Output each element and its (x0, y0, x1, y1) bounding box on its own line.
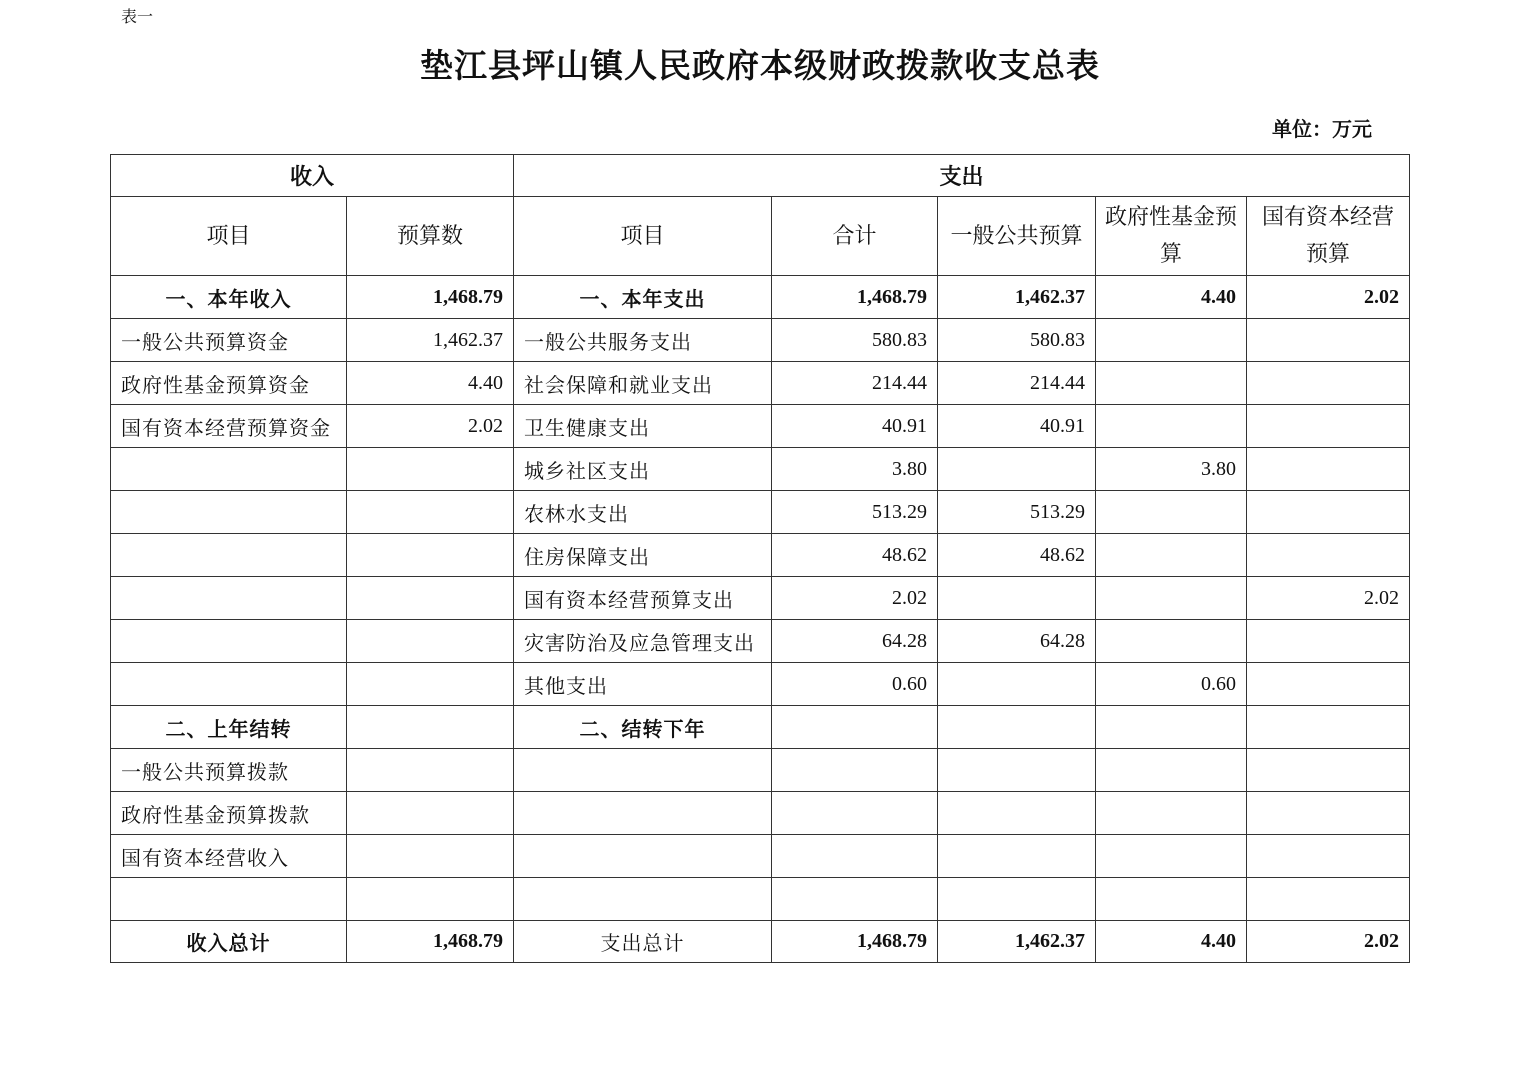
expense-item: 一般公共服务支出 (514, 319, 772, 362)
table-row (111, 878, 1410, 921)
table-tag: 表一 (121, 7, 154, 26)
col-income-budget: 预算数 (347, 197, 514, 276)
income-total-amount: 1,468.79 (347, 921, 514, 963)
expense-general: 513.29 (938, 491, 1096, 534)
group-header-row (111, 155, 1410, 197)
expense-general (938, 749, 1096, 792)
expense-fund (1096, 319, 1247, 362)
expense-state (1247, 835, 1410, 878)
income-amount (347, 706, 514, 749)
expense-fund-total: 4.40 (1096, 921, 1247, 963)
income-amount (347, 620, 514, 663)
expense-total: 48.62 (772, 534, 938, 577)
expense-fund (1096, 405, 1247, 448)
expense-general (938, 878, 1096, 921)
expense-item: 住房保障支出 (514, 534, 772, 577)
expense-item: 二、结转下年 (514, 706, 772, 749)
table-row (111, 276, 1410, 319)
expense-total (772, 835, 938, 878)
expense-item (514, 749, 772, 792)
table-row (111, 319, 1410, 362)
income-item: 一、本年收入 (111, 276, 347, 319)
expense-general (938, 792, 1096, 835)
expense-fund: 0.60 (1096, 663, 1247, 706)
expense-header: 支出 (514, 155, 1410, 197)
table-row (111, 448, 1410, 491)
income-amount (347, 663, 514, 706)
expense-fund: 4.40 (1096, 276, 1247, 319)
income-amount (347, 878, 514, 921)
income-item: 政府性基金预算资金 (111, 362, 347, 405)
expense-general: 1,462.37 (938, 276, 1096, 319)
expense-item: 农林水支出 (514, 491, 772, 534)
income-amount (347, 491, 514, 534)
expense-total (772, 749, 938, 792)
expense-state (1247, 706, 1410, 749)
income-amount: 1,462.37 (347, 319, 514, 362)
expense-state (1247, 620, 1410, 663)
income-item: 二、上年结转 (111, 706, 347, 749)
expense-fund (1096, 878, 1247, 921)
expense-general: 64.28 (938, 620, 1096, 663)
expense-total: 580.83 (772, 319, 938, 362)
expense-fund (1096, 706, 1247, 749)
expense-state (1247, 534, 1410, 577)
expense-fund (1096, 835, 1247, 878)
table-row (111, 749, 1410, 792)
expense-general (938, 577, 1096, 620)
expense-state (1247, 362, 1410, 405)
income-amount: 4.40 (347, 362, 514, 405)
expense-general: 214.44 (938, 362, 1096, 405)
expense-total (772, 792, 938, 835)
income-amount (347, 835, 514, 878)
income-header: 收入 (111, 155, 514, 197)
page-title: 垫江县坪山镇人民政府本级财政拨款收支总表 (420, 46, 1100, 85)
expense-general (938, 706, 1096, 749)
income-total-label: 收入总计 (111, 921, 347, 963)
expense-total: 2.02 (772, 577, 938, 620)
income-item: 国有资本经营收入 (111, 835, 347, 878)
table-row (111, 706, 1410, 749)
expense-state (1247, 491, 1410, 534)
income-item (111, 534, 347, 577)
income-item: 政府性基金预算拨款 (111, 792, 347, 835)
income-amount: 2.02 (347, 405, 514, 448)
expense-item: 灾害防治及应急管理支出 (514, 620, 772, 663)
table-row (111, 620, 1410, 663)
table-row (111, 577, 1410, 620)
expense-item: 卫生健康支出 (514, 405, 772, 448)
income-item (111, 491, 347, 534)
expense-fund (1096, 362, 1247, 405)
income-item (111, 663, 347, 706)
expense-total: 1,468.79 (772, 276, 938, 319)
expense-item (514, 878, 772, 921)
income-amount (347, 577, 514, 620)
expense-grand-total: 1,468.79 (772, 921, 938, 963)
income-item: 一般公共预算资金 (111, 319, 347, 362)
table-row (111, 792, 1410, 835)
totals-row (111, 921, 1410, 963)
expense-general (938, 835, 1096, 878)
table-row (111, 835, 1410, 878)
income-item (111, 448, 347, 491)
expense-state (1247, 448, 1410, 491)
expense-general: 48.62 (938, 534, 1096, 577)
expense-state: 2.02 (1247, 276, 1410, 319)
table-row (111, 491, 1410, 534)
expense-fund (1096, 534, 1247, 577)
expense-state (1247, 878, 1410, 921)
expense-total: 214.44 (772, 362, 938, 405)
col-state: 国有资本经营预算 (1247, 197, 1410, 276)
expense-fund (1096, 577, 1247, 620)
expense-total: 40.91 (772, 405, 938, 448)
expense-state (1247, 663, 1410, 706)
column-header-row (111, 197, 1410, 276)
table-row (111, 405, 1410, 448)
budget-table (110, 154, 1410, 963)
expense-item: 社会保障和就业支出 (514, 362, 772, 405)
expense-state (1247, 792, 1410, 835)
expense-total: 0.60 (772, 663, 938, 706)
income-item (111, 577, 347, 620)
expense-general (938, 448, 1096, 491)
income-amount (347, 534, 514, 577)
expense-state (1247, 405, 1410, 448)
expense-fund (1096, 749, 1247, 792)
unit-label: 单位：万元 (1272, 117, 1372, 141)
col-fund: 政府性基金预算 (1096, 197, 1247, 276)
expense-total: 513.29 (772, 491, 938, 534)
expense-general: 580.83 (938, 319, 1096, 362)
expense-total (772, 878, 938, 921)
expense-total (772, 706, 938, 749)
income-item (111, 878, 347, 921)
expense-fund: 3.80 (1096, 448, 1247, 491)
expense-item: 城乡社区支出 (514, 448, 772, 491)
income-amount: 1,468.79 (347, 276, 514, 319)
income-item (111, 620, 347, 663)
expense-general: 40.91 (938, 405, 1096, 448)
expense-total-label: 支出总计 (514, 921, 772, 963)
table-row (111, 663, 1410, 706)
expense-item: 其他支出 (514, 663, 772, 706)
expense-item (514, 835, 772, 878)
income-amount (347, 448, 514, 491)
income-item: 一般公共预算拨款 (111, 749, 347, 792)
expense-general (938, 663, 1096, 706)
table-row (111, 534, 1410, 577)
income-item: 国有资本经营预算资金 (111, 405, 347, 448)
expense-item: 国有资本经营预算支出 (514, 577, 772, 620)
expense-item (514, 792, 772, 835)
expense-total: 64.28 (772, 620, 938, 663)
expense-fund (1096, 620, 1247, 663)
expense-general-total: 1,462.37 (938, 921, 1096, 963)
income-amount (347, 749, 514, 792)
income-amount (347, 792, 514, 835)
expense-state-total: 2.02 (1247, 921, 1410, 963)
col-total: 合计 (772, 197, 938, 276)
expense-state (1247, 319, 1410, 362)
expense-state (1247, 749, 1410, 792)
expense-item: 一、本年支出 (514, 276, 772, 319)
col-general: 一般公共预算 (938, 197, 1096, 276)
col-expense-item: 项目 (514, 197, 772, 276)
expense-state: 2.02 (1247, 577, 1410, 620)
col-income-item: 项目 (111, 197, 347, 276)
table-row (111, 362, 1410, 405)
expense-fund (1096, 491, 1247, 534)
expense-total: 3.80 (772, 448, 938, 491)
expense-fund (1096, 792, 1247, 835)
